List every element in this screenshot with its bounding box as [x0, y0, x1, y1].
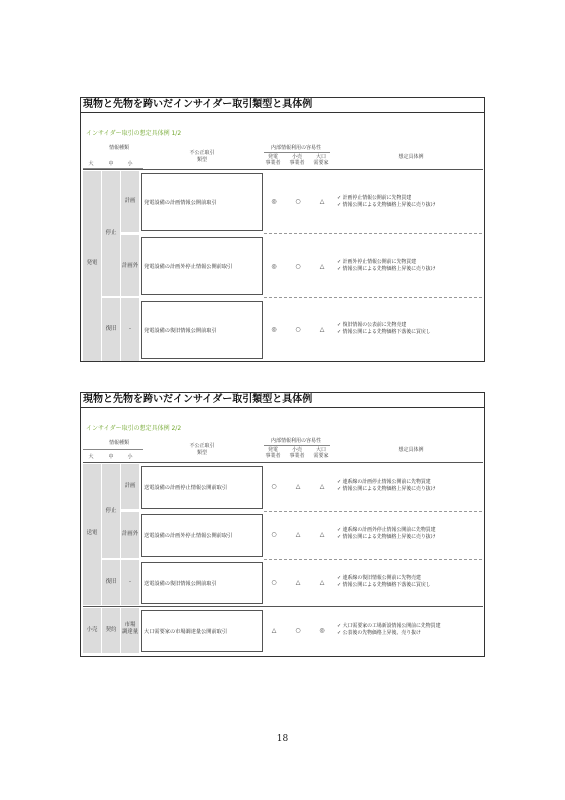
mark-gen: ◎ [271, 326, 277, 333]
example-line: ✓ 連系線の復旧情報公開前に先物売建 [337, 575, 421, 581]
mark-retail: ○ [295, 198, 301, 205]
example-line: ✓ 情報公開による先物価格上昇後に売り抜け [337, 266, 436, 272]
mark-retail: △ [295, 579, 301, 586]
mark-big: △ [319, 483, 325, 490]
header-retail: 小売 事業者 [289, 154, 305, 166]
header-unfair-type: 類型 [196, 450, 207, 456]
header-large: 大 [88, 454, 94, 460]
medium-label: 復旧 [105, 579, 117, 585]
medium-label: 停止 [105, 230, 117, 236]
header-unfair-type: 類型 [196, 157, 207, 163]
header-medium: 中 [108, 161, 114, 167]
example-line: ✓ 情報公開による先物価格上昇後に売り抜け [337, 486, 436, 492]
unfair-type-box: 発電設備の復旧情報公開前取引 [141, 301, 263, 359]
header-info-type: 情報種類 [108, 440, 129, 446]
example-line: ✓ 公表後の先物価格上昇後、売り抜け [337, 630, 421, 636]
header-medium: 中 [108, 454, 114, 460]
mark-gen: ○ [271, 579, 277, 586]
header-ease: 内部情報利用の容易性 [270, 438, 321, 444]
small-label: 計画外 [121, 263, 139, 269]
slide-subtitle: インサイダー取引の想定具体例 2/2 [86, 425, 182, 432]
large-label: 送電 [86, 530, 98, 536]
unfair-type-box: 発電設備の計画外停止情報公開前取引 [141, 237, 263, 295]
example-line: ✓ 復旧情報の公表前に先物売建 [337, 322, 407, 328]
mark-retail: ○ [295, 627, 301, 634]
example-line: ✓ 連系線の計画外停止情報公開前に先物買建 [337, 527, 436, 533]
header-retail: 小売 事業者 [289, 447, 305, 459]
example-line: ✓ 大口需要家の工場新設情報公開前に先物買建 [337, 623, 441, 629]
mark-big: △ [319, 263, 325, 270]
mark-gen: △ [271, 627, 277, 634]
small-label: - [129, 326, 131, 332]
example-line: ✓ 情報公開による先物価格上昇後に売り抜け [337, 534, 436, 540]
unfair-type-box: 大口需要家の市場調達量公開前取引 [141, 610, 263, 652]
header-large: 大 [88, 161, 94, 167]
header-small: 小 [127, 454, 133, 460]
unfair-type-box: 送電設備の計画停止情報公開前取引 [141, 466, 263, 509]
medium-label: 契約 [105, 627, 117, 633]
header-big: 大口 需要家 [313, 154, 329, 166]
small-label: 市場 調達量 [121, 622, 139, 635]
large-label: 発電 [86, 260, 98, 266]
slide-2 [80, 392, 485, 657]
header-big: 大口 需要家 [313, 447, 329, 459]
header-ease: 内部情報利用の容易性 [270, 145, 321, 151]
slide-subtitle: インサイダー取引の想定具体例 1/2 [86, 130, 182, 137]
example-line: ✓ 情報公開による先物価格下落後に買戻し [337, 329, 431, 335]
mark-gen: ○ [271, 483, 277, 490]
header-info-type: 情報種類 [108, 145, 129, 151]
mark-retail: △ [295, 483, 301, 490]
large-label: 小売 [86, 627, 98, 633]
example-line: ✓ 連系線の計画停止情報公開前に先物買建 [337, 479, 431, 485]
slide-1 [80, 97, 485, 362]
unfair-type-box: 送電設備の計画外停止情報公開前取引 [141, 514, 263, 557]
mark-gen: ◎ [271, 198, 277, 205]
example-line: ✓ 計画外停止情報公開前に先物買建 [337, 259, 417, 265]
medium-label: 復旧 [105, 326, 117, 332]
unfair-type-box: 発電設備の計画情報公開前取引 [141, 173, 263, 231]
medium-label: 停止 [105, 508, 117, 514]
mark-retail: △ [295, 531, 301, 538]
slide-title: 現物と先物を跨いだインサイダー取引類型と具体例 [81, 393, 484, 408]
mark-big: △ [319, 579, 325, 586]
mark-gen: ◎ [271, 263, 277, 270]
mark-big: ◎ [319, 627, 325, 634]
header-small: 小 [127, 161, 133, 167]
header-unfair: 不公正取引 [189, 443, 215, 449]
mark-big: △ [319, 531, 325, 538]
example-line: ✓ 計画停止情報公開前に先物買建 [337, 195, 412, 201]
header-gen: 発電 事業者 [265, 447, 281, 459]
header-example: 想定具体例 [398, 447, 424, 453]
small-label: 計画 [124, 198, 136, 204]
small-label: 計画外 [121, 531, 139, 537]
mark-big: △ [319, 198, 325, 205]
mark-big: △ [319, 326, 325, 333]
header-unfair: 不公正取引 [189, 150, 215, 156]
mark-retail: ○ [295, 263, 301, 270]
mark-gen: ○ [271, 531, 277, 538]
mark-retail: ○ [295, 326, 301, 333]
unfair-type-box: 送電設備の復旧情報公開前取引 [141, 562, 263, 604]
example-line: ✓ 情報公開による先物価格上昇後に売り抜け [337, 202, 436, 208]
small-label: 計画 [124, 483, 136, 489]
header-gen: 発電 事業者 [265, 154, 281, 166]
small-label: - [129, 579, 131, 585]
header-example: 想定具体例 [398, 154, 424, 160]
example-line: ✓ 情報公開による先物価格下落後に買戻し [337, 582, 431, 588]
slide-title: 現物と先物を跨いだインサイダー取引類型と具体例 [81, 98, 484, 113]
page-number: 18 [276, 734, 289, 744]
